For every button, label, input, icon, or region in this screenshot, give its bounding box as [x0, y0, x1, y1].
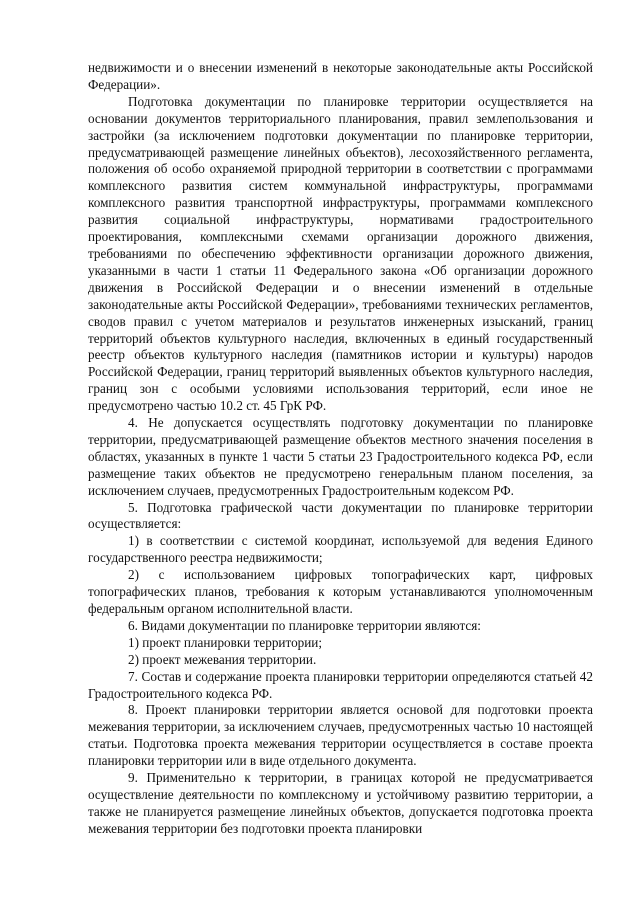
- paragraph-item-6: 6. Видами документации по планировке территории являются:: [128, 617, 481, 633]
- paragraph-item-6-sub-1: 1) проект планировки территории;: [128, 634, 323, 650]
- paragraph-item-7: 7. Состав и содержание проекта планировки территории определяются статьей 42 Градостроительного кодекса РФ.: [88, 668, 593, 701]
- paragraph-continuation: недвижимости и о внесении изменений в некоторые законодательные акты Российской Федерации».: [88, 60, 593, 92]
- document-body: [88, 60, 593, 838]
- paragraph-item-5-sub-1: 1) в соответствии с системой координат, используемой для ведения Единого государственного реестра недвижимости;: [88, 533, 593, 566]
- paragraph-item-5: 5. Подготовка графической части документации по планировке территории осуществляется:: [88, 499, 593, 532]
- paragraph-item-6-sub-2: 2) проект межевания территории.: [128, 651, 317, 667]
- paragraph-item-9: 9. Применительно к территории, в границах которой не предусматривается осуществление деятельности по комплексному и устойчивому развитию территории, а также не планируется размещение линейных объектов, допускается подготовка проекта межевания территории без подготовки проекта планировки: [88, 770, 593, 836]
- paragraph-preparation-basis: Подготовка документации по планировке территории осуществляется на основании документов территориального планирования, правил землепользования и застройки (за исключением подготовки документации по планировке территории, предусматривающей размещение линейных объектов), лесохозяйственного регламента, положения об особо охраняемой природной территории в соответствии с программами комплексного развития систем коммунальной инфраструктуры, программами комплексного развития транспортной инфраструктуры, программами комплексного развития социальной инфраструктуры, нормативами градостроительного проектирования, комплексными схемами организации дорожного движения, требованиями по обеспечению эффективности организации дорожного движения, указанными в части 1 статьи 11 Федерального закона «Об организации дорожного движения в Российской Федерации и о внесении изменений в отдельные законодательные акты Российской Федерации», требованиями технических регламентов, сводов правил с учетом материалов и результатов инженерных изысканий, границ территорий объектов культурного наследия, включенных в единый государственный реестр объектов культурного наследия (памятников истории и культуры) народов Российской Федерации, границ территорий выявленных объектов культурного наследия, границ зон с особыми условиями использования территорий, если иное не предусмотрено частью 10.2 ст. 45 ГрК РФ.: [88, 93, 593, 414]
- paragraph-item-4: 4. Не допускается осуществлять подготовку документации по планировке территории, предусматривающей размещение объектов местного значения поселения в областях, указанных в пункте 1 части 5 статьи 23 Градостроительного кодекса РФ, если размещение таких объектов не предусмотрено генеральным планом поселения, за исключением случаев, предусмотренных Градостроительным кодексом РФ.: [88, 415, 593, 498]
- paragraph-item-5-sub-2: 2) с использованием цифровых топографических карт, цифровых топографических планов, требования к которым устанавливаются уполномоченным федеральным органом исполнительной власти.: [88, 567, 593, 616]
- paragraph-item-8: 8. Проект планировки территории является основой для подготовки проекта межевания территории, за исключением случаев, предусмотренных частью 10 настоящей статьи. Подготовка проекта межевания территории осуществляется в составе проекта планировки территории или в виде отдельного документа.: [88, 702, 593, 769]
